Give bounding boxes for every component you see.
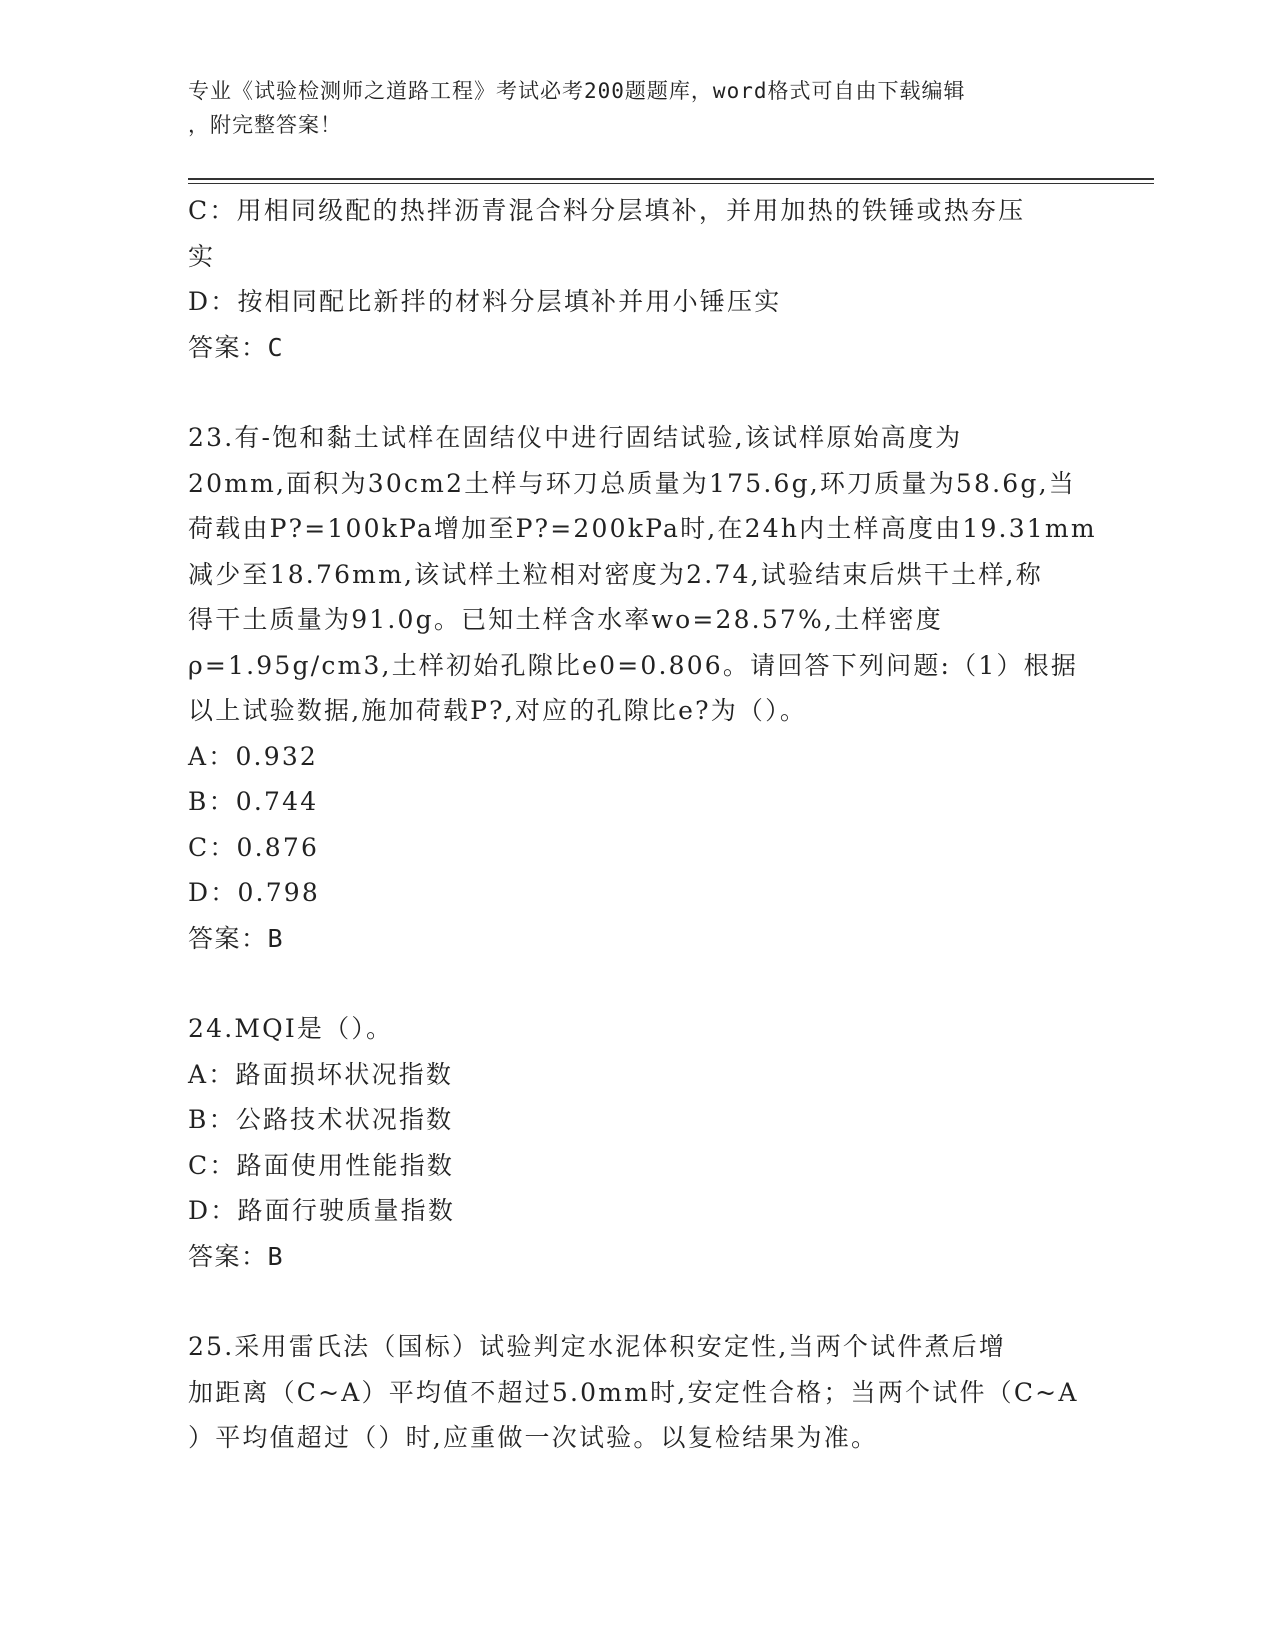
continuation-block xyxy=(188,188,1088,370)
document-header xyxy=(188,74,1088,142)
question-25 xyxy=(188,1324,1088,1461)
spacer xyxy=(188,370,1088,415)
question-24 xyxy=(188,1006,1088,1279)
question-stem-line: 得干土质量为91.0g。已知土样含水率wo=28.57%,土样密度 xyxy=(188,605,943,634)
question-stem-line: ρ=1.95g/cm3,土样初始孔隙比e0=0.806。请回答下列问题:（1）根据 xyxy=(188,650,1079,680)
header-line: 专业《试验检测师之道路工程》考试必考200题题库，word格式可自由下载编辑 xyxy=(188,79,966,103)
spacer xyxy=(188,961,1088,1006)
option-d: D：按相同配比新拌的材料分层填补并用小锤压实 xyxy=(188,287,782,316)
option-c: C：用相同级配的热拌沥青混合料分层填补，并用加热的铁锤或热夯压 xyxy=(188,196,1026,225)
question-stem-line: 24.MQI是（）。 xyxy=(188,1014,394,1043)
question-stem-line: 25.采用雷氏法（国标）试验判定水泥体积安定性,当两个试件煮后增 xyxy=(188,1332,1007,1361)
option-c-wrap: 实 xyxy=(188,241,216,271)
option-a: A：路面损坏状况指数 xyxy=(188,1059,454,1089)
answer-label: 答案：B xyxy=(188,923,285,953)
spacer xyxy=(188,1279,1088,1324)
header-line: ，附完整答案！ xyxy=(188,113,342,137)
question-stem-line: 以上试验数据,施加荷载P?,对应的孔隙比e?为（）。 xyxy=(188,696,808,725)
question-stem-line: 23.有-饱和黏土试样在固结仪中进行固结试验,该试样原始高度为 xyxy=(188,423,963,452)
header-divider-thin xyxy=(188,183,1154,184)
option-d: D：路面行驶质量指数 xyxy=(188,1196,456,1225)
option-c: C：0.876 xyxy=(188,832,320,862)
answer-label: 答案：C xyxy=(188,332,285,362)
answer-label: 答案：B xyxy=(188,1241,285,1271)
option-c: C：路面使用性能指数 xyxy=(188,1150,455,1180)
question-stem-line: 减少至18.76mm,该试样土粒相对密度为2.74,试验结束后烘干土样,称 xyxy=(188,559,1043,589)
question-list xyxy=(188,188,1097,1461)
question-stem-line: 荷载由P?=100kPa增加至P?=200kPa时,在24h内土样高度由19.31mm xyxy=(188,514,1097,543)
option-b: B：公路技术状况指数 xyxy=(188,1105,454,1134)
question-23 xyxy=(188,415,1097,961)
option-b: B：0.744 xyxy=(188,787,319,816)
option-d: D：0.798 xyxy=(188,878,321,907)
option-a: A：0.932 xyxy=(188,741,319,771)
question-stem-line: 加距离（C~A）平均值不超过5.0mm时,安定性合格；当两个试件（C~A xyxy=(188,1377,1079,1407)
question-stem-line: ）平均值超过（）时,应重做一次试验。以复检结果为准。 xyxy=(188,1423,879,1452)
question-stem-line: 20mm,面积为30cm2土样与环刀总质量为175.6g,环刀质量为58.6g,当 xyxy=(188,468,1076,498)
header-divider xyxy=(188,178,1154,180)
